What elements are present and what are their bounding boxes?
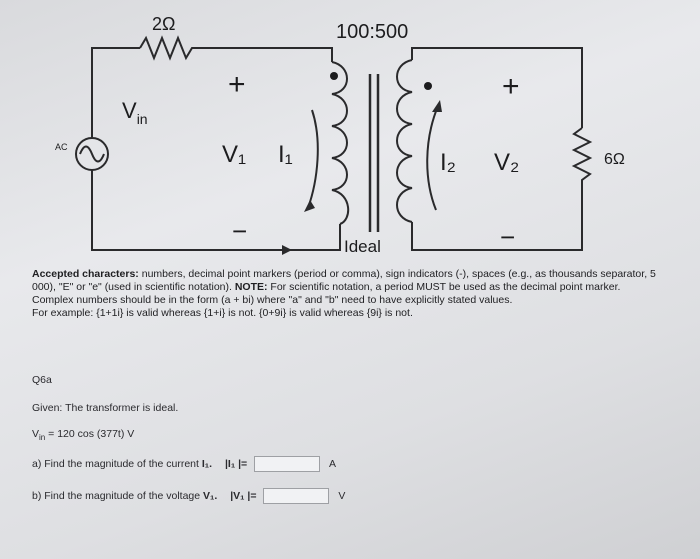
i2-label: I₂ — [440, 149, 456, 176]
primary-dot — [330, 72, 338, 80]
accepted-characters-notes — [32, 268, 682, 320]
core-label: Ideal — [344, 237, 381, 256]
i1-arrowhead — [304, 200, 315, 212]
given-statement: Given: The transformer is ideal. — [32, 402, 179, 414]
vin-eq-subscript: in — [39, 433, 46, 442]
secondary-plus: + — [502, 70, 520, 103]
accepted-text: numbers, decimal point markers (period or comma), sign indicators (-), spaces (e.g., as thousands separator, 5 000), "E" or "e" (used in scientific notation). — [32, 268, 656, 293]
load-resistor-label: 6Ω — [604, 151, 625, 168]
accepted-heading: Accepted characters: — [32, 268, 139, 280]
accepted-characters-paragraph — [32, 268, 682, 294]
note-text: For scientific notation, a period MUST be used as the decimal point marker. — [267, 281, 621, 293]
vin-eq-value: = 120 cos (377t) V — [45, 428, 135, 440]
vin-label: $V_{in}$ — [122, 98, 148, 127]
primary-resistor — [140, 38, 196, 58]
i1-current-arrow — [308, 110, 318, 208]
v1-label: V₁ — [222, 141, 247, 168]
part-a-variable: I₁. — [201, 457, 213, 470]
current-i1-answer-input[interactable] — [254, 456, 320, 472]
part-b-lhs: |V₁ |= — [230, 489, 257, 502]
part-a-row — [32, 456, 336, 472]
primary-wire-top-right — [196, 48, 332, 62]
question-id: Q6a — [32, 374, 52, 386]
turns-ratio-label: 100:500 — [336, 21, 409, 43]
part-b-variable: V₁. — [203, 489, 218, 502]
primary-wire-left-bottom — [92, 170, 340, 250]
primary-coil — [332, 62, 348, 224]
secondary-minus: − — [500, 222, 516, 252]
part-b-text: b) Find the magnitude of the voltage — [32, 489, 204, 502]
primary-plus: + — [228, 68, 246, 101]
v2-label: V₂ — [494, 149, 520, 176]
vin-eq-symbol: V — [32, 428, 40, 440]
i2-current-arrow — [427, 106, 438, 210]
primary-resistor-label: 2Ω — [152, 14, 176, 34]
primary-wire-top — [92, 48, 140, 138]
i1-label: I₁ — [278, 141, 293, 168]
primary-minus: − — [232, 216, 248, 246]
voltage-v1-answer-input[interactable] — [263, 488, 329, 504]
vin-equation — [32, 428, 134, 440]
secondary-coil — [397, 60, 412, 222]
part-a-lhs: |I₁ |= — [224, 457, 248, 470]
bottom-wire-arrowhead — [282, 245, 292, 255]
load-resistor — [574, 128, 590, 186]
part-b-row — [32, 488, 345, 504]
example-line: For example: {1+1i} is valid whereas {1+i} is not. {0+9i} is valid whereas {9i} is not. — [32, 307, 413, 319]
complex-numbers-line: Complex numbers should be in the form (a + bi) where "a" and "b" need to have explicitly stated values. — [32, 294, 513, 306]
secondary-dot — [424, 82, 432, 90]
part-a-text: a) Find the magnitude of the current — [32, 457, 202, 470]
secondary-wire-bottom — [412, 186, 582, 250]
transformer-circuit-diagram — [0, 0, 700, 265]
note-heading: NOTE: — [234, 281, 268, 293]
part-a-unit: A — [329, 457, 337, 470]
i2-arrowhead — [432, 100, 442, 112]
secondary-wire-top — [412, 48, 582, 128]
part-b-unit: V — [338, 489, 346, 502]
ac-source-label: AC — [55, 142, 68, 152]
